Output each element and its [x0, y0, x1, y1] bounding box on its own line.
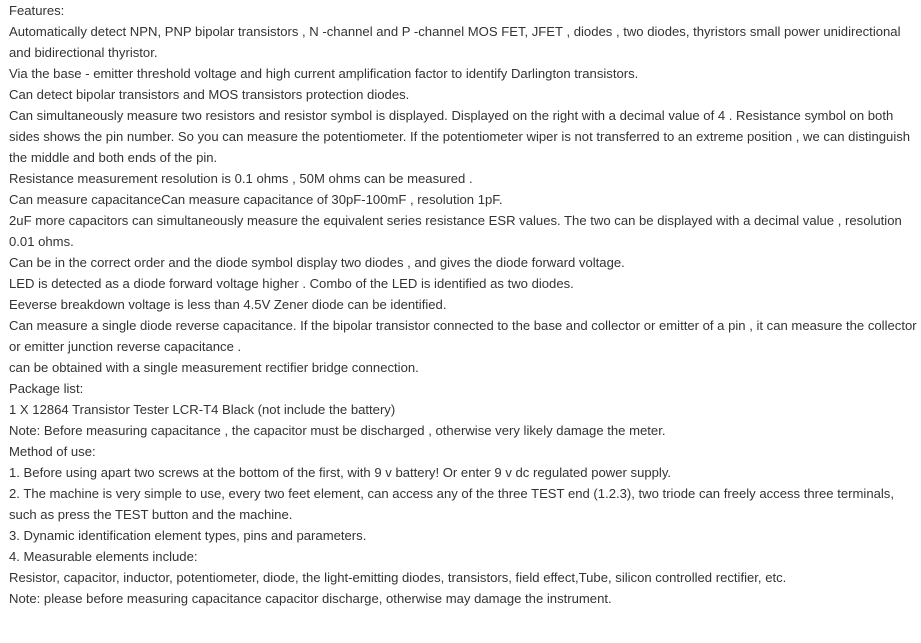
product-description — [9, 0, 917, 609]
text-line: 2. The machine is very simple to use, every two feet element, can access any of the three TEST end (1.2.3), two triode can freely access three terminals, such as press the TEST button and the machine. — [9, 486, 894, 522]
text-line: Can measure capacitanceCan measure capacitance of 30pF-100mF , resolution 1pF. — [9, 192, 503, 207]
text-line: Can be in the correct order and the diode symbol display two diodes , and gives the diode forward voltage. — [9, 255, 625, 270]
text-line: Resistor, capacitor, inductor, potentiometer, diode, the light-emitting diodes, transistors, field effect,Tube, silicon controlled rectifier, etc. — [9, 570, 787, 585]
text-line: Note: please before measuring capacitance capacitor discharge, otherwise may damage the instrument. — [9, 591, 612, 606]
text-line: Resistance measurement resolution is 0.1 ohms , 50M ohms can be measured . — [9, 171, 473, 186]
text-line: Automatically detect NPN, PNP bipolar transistors , N -channel and P -channel MOS FET, JFET , diodes , two diodes, thyristors small power unidirectional and bidirectional thyristor. — [9, 24, 901, 60]
text-line: Eeverse breakdown voltage is less than 4.5V Zener diode can be identified. — [9, 297, 447, 312]
text-line: 2uF more capacitors can simultaneously measure the equivalent series resistance ESR values. The two can be displayed with a decimal value , resolution 0.01 ohms. — [9, 213, 902, 249]
text-line: LED is detected as a diode forward voltage higher . Combo of the LED is identified as two diodes. — [9, 276, 574, 291]
text-line: Can measure a single diode reverse capacitance. If the bipolar transistor connected to the base and collector or emitter of a pin , it can measure the collector or emitter junction reverse capacitance . — [9, 318, 917, 354]
text-line: Can detect bipolar transistors and MOS transistors protection diodes. — [9, 87, 410, 102]
text-line: Note: Before measuring capacitance , the capacitor must be discharged , otherwise very likely damage the meter. — [9, 423, 666, 438]
text-line: Via the base - emitter threshold voltage and high current amplification factor to identify Darlington transistors. — [9, 66, 639, 81]
text-line: Can simultaneously measure two resistors and resistor symbol is displayed. Displayed on the right with a decimal value of 4 . Resistance symbol on both sides shows the pin number. So you can measure the potentiometer. If the potentiometer wiper is not transferred to an extreme position , we can distinguish the middle and both ends of the pin. — [9, 108, 911, 165]
text-line: 1 X 12864 Transistor Tester LCR-T4 Black (not include the battery) — [9, 402, 396, 417]
text-line: 4. Measurable elements include: — [9, 549, 198, 564]
features-heading: Features: — [9, 3, 65, 18]
text-line: 1. Before using apart two screws at the bottom of the first, with 9 v battery! Or enter 9 v dc regulated power supply. — [9, 465, 672, 480]
method-heading: Method of use: — [9, 444, 96, 459]
package-list-heading: Package list: — [9, 381, 84, 396]
text-line: can be obtained with a single measurement rectifier bridge connection. — [9, 360, 419, 375]
text-line: 3. Dynamic identification element types, pins and parameters. — [9, 528, 367, 543]
